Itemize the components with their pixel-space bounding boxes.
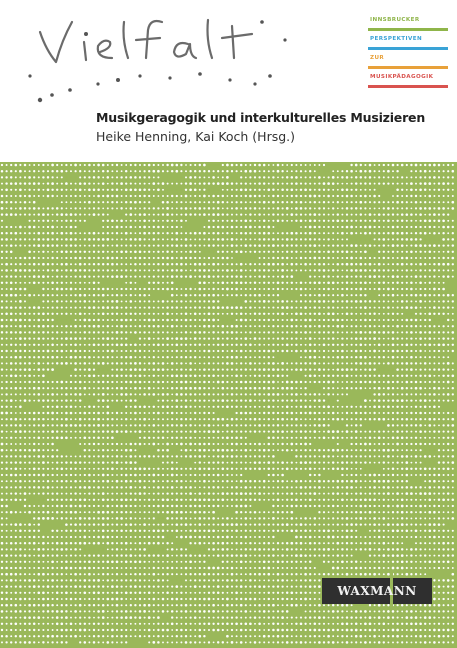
publisher-name: WAXMANN — [337, 584, 417, 598]
series-label: ZUR — [370, 55, 385, 61]
vielfalt-logo — [0, 0, 300, 110]
book-editors: Heike Henning, Kai Koch (Hrsg.) — [96, 129, 296, 144]
series-item-perspektiven — [368, 33, 448, 52]
series-color-bar — [368, 28, 448, 31]
series-label: MUSIKPÄDAGOGIK — [370, 74, 434, 80]
dot-pattern — [0, 162, 457, 648]
book-title: Musikgeragogik und interkulturelles Musizieren — [96, 110, 426, 125]
cover-header — [0, 0, 457, 162]
dot-rows — [1, 164, 454, 644]
series-item-zur — [368, 52, 448, 71]
series-color-bar — [368, 66, 448, 69]
series-label: PERSPEKTIVEN — [370, 36, 423, 42]
series-color-bar — [368, 85, 448, 88]
series-item-innsbrucker — [368, 14, 448, 33]
series-list — [368, 14, 448, 90]
dotted-pattern-field — [0, 162, 457, 648]
series-color-bar — [368, 47, 448, 50]
series-label: INNSBRUCKER — [370, 17, 420, 23]
series-item-musikpaedagogik — [368, 71, 448, 90]
publisher-logo — [322, 578, 432, 604]
